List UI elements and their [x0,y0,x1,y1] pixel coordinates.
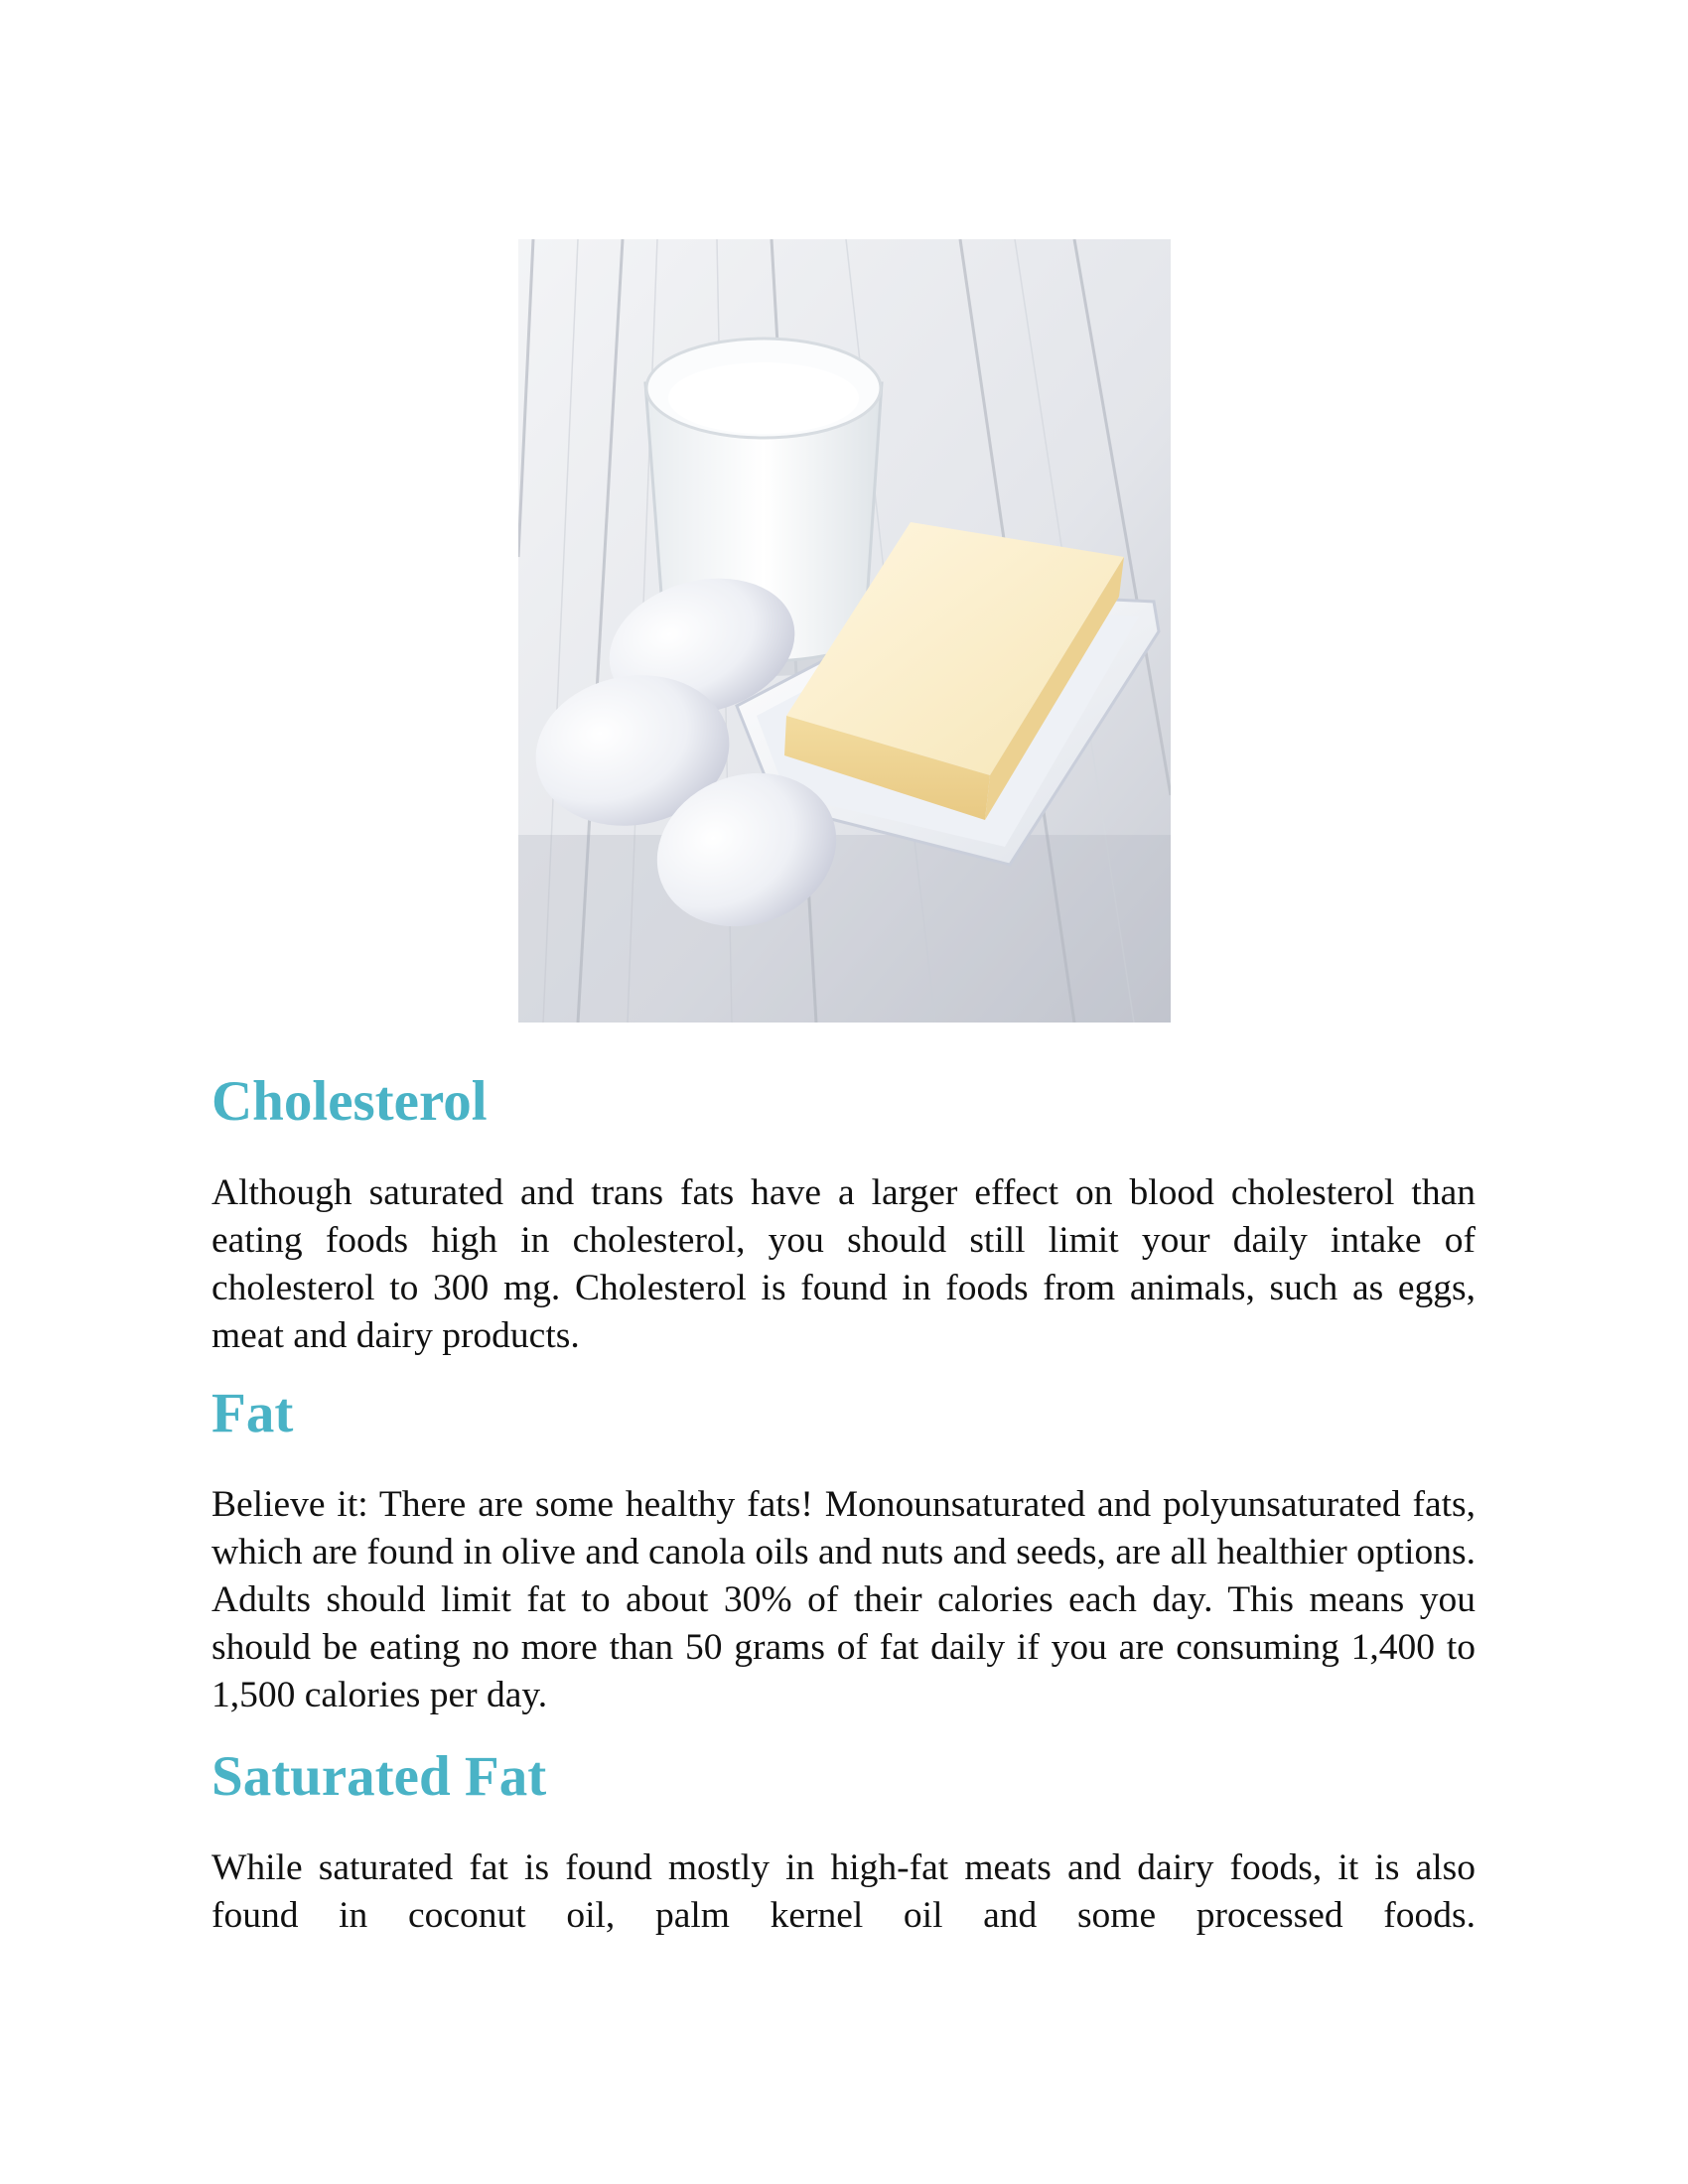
section-body-fat: Believe it: There are some healthy fats! Monounsaturated and polyunsaturated fats, which are found in olive and canola oils and nuts and seeds, are all healthier options. Adults should limit fat to about 30% of their calories each day. This means you should be eating no more than 50 grams of fat daily if you are consuming 1,400 to 1,500 calories per day. [211,1484,1476,1715]
section-body-saturated-fat: While saturated fat is found mostly in high-fat meats and dairy foods, it is also found in coconut oil, palm kernel oil and some processed foods. [211,1847,1476,1936]
section-heading-fat: Fat [211,1382,294,1444]
section-body-cholesterol: Although saturated and trans fats have a larger effect on blood cholesterol than eating foods high in cholesterol, you should still limit your daily intake of cholesterol to 300 mg. Cholesterol is found in foods from animals, such as eggs, meat and dairy products. [211,1172,1476,1356]
milk-eggs-butter-photo [518,239,1171,1023]
section-heading-cholesterol: Cholesterol [211,1070,488,1133]
article-content [211,1052,1476,1940]
section-heading-saturated-fat: Saturated Fat [211,1745,547,1808]
